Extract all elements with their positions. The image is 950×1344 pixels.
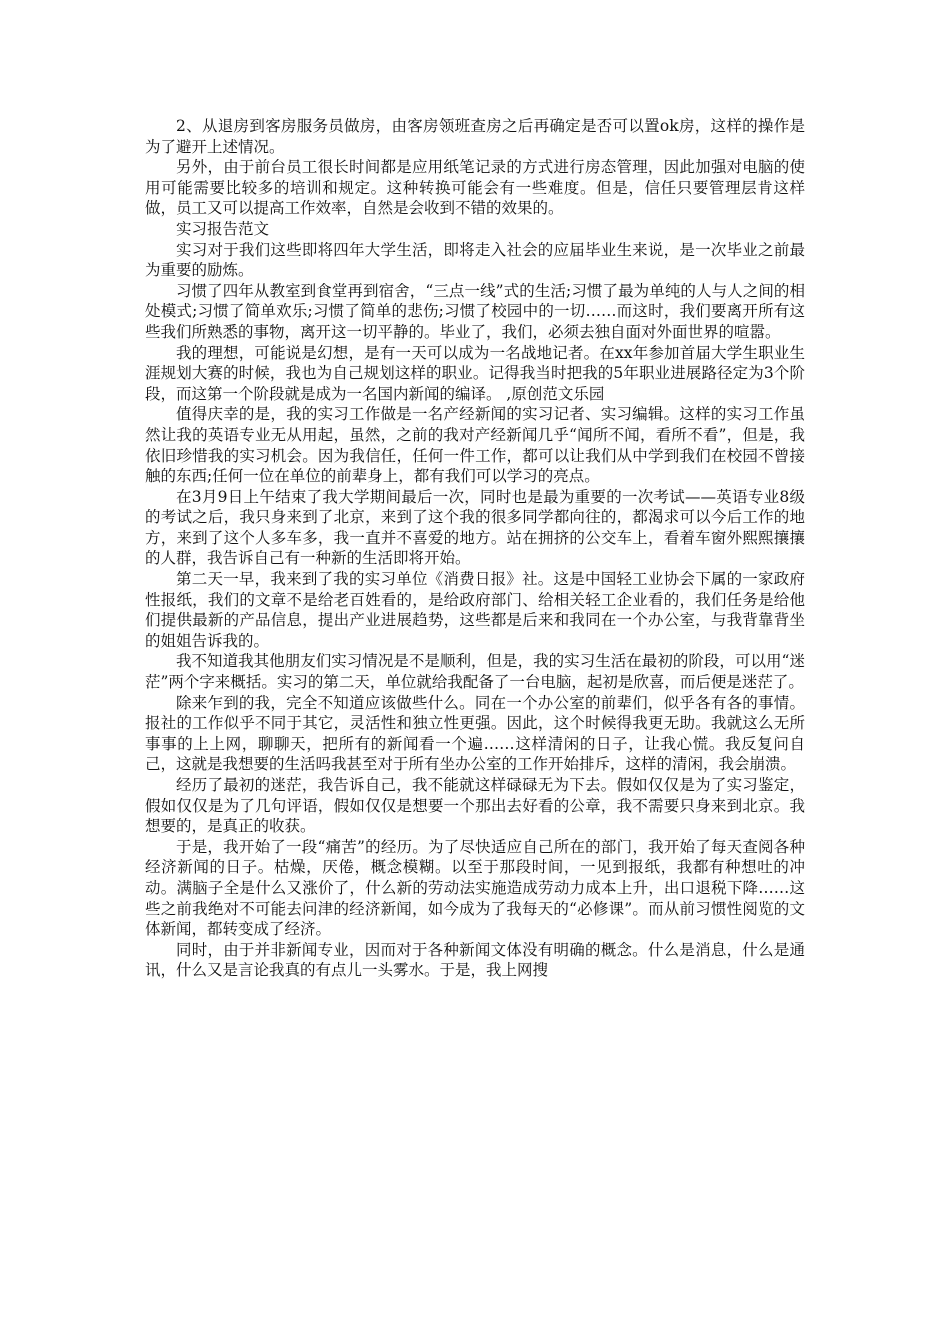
paragraph-news-genres: 同时，由于并非新闻专业，因而对于各种新闻文体没有明确的概念。什么是消息，什么是通讯，什么又是言论我真的有点儿一头雾水。于是，我上网搜 [145,940,805,980]
paragraph-newcomer: 除来乍到的我，完全不知道应该做些什么。同在一个办公室的前辈们，似乎各有各的事情。报社的工作似乎不同于其它，灵活性和独立性更强。因此，这个时候得我更无助。我就这么无所事事的上上网，聊聊天，把所有的新闻看一个遍……这样清闲的日子，让我心慌。我反复问自己，这就是我想要的生活吗我甚至对于所有坐办公室的工作开始排斥，这样的清闲，我会崩溃。 [145,693,805,774]
paragraph-internship-intro: 实习对于我们这些即将四年大学生活，即将走入社会的应届毕业生来说，是一次毕业之前最为重要的励炼。 [145,240,805,280]
paragraph-painful-experience: 于是，我开始了一段“痛苦”的经历。为了尽快适应自己所在的部门，我开始了每天查阅各种经济新闻的日子。枯燥，厌倦，概念模糊。以至于那段时间，一见到报纸，我都有种想吐的冲动。满脑子全是什么又涨价了，什么新的劳动法实施造成劳动力成本上升，出口退税下降……这些之前我绝对不可能去问津的经济新闻，如今成为了我每天的“必修课”。而从前习惯性阅览的文体新闻，都转变成了经济。 [145,837,805,939]
paragraph-first-day: 第二天一早，我来到了我的实习单位《消费日报》社。这是中国轻工业协会下属的一家政府性报纸，我们的文章不是给老百姓看的，是给政府部门、给相关轻工企业看的，我们任务是给他们提供最新的产品信息，提出产业进展趋势，这些都是后来和我同在一个办公室，与我背靠背坐的姐姐告诉我的。 [145,570,805,650]
paragraph-campus-life: 习惯了四年从教室到食堂再到宿舍，“三点一线”式的生活;习惯了最为单纯的人与人之间的相处模式;习惯了简单欢乐;习惯了简单的悲伤;习惯了校园中的一切……而这时，我们要离开所有这些我们所熟悉的事物，离开这一切平静的。毕业了，我们，必须去独自面对外面世界的喧嚣。 [145,281,805,341]
paragraph-arrival-beijing: 在3月9日上午结束了我大学期间最后一次，同时也是最为重要的一次考试——英语专业8级的考试之后，我只身来到了北京，来到了这个我的很多同学都向往的，都渴求可以今后工作的地方，来到了这个人多车多，我一直并不喜爱的地方。站在拥挤的公交车上，看着车窗外熙熙攘攘的人群，我告诉自己有一种新的生活即将开始。 [145,487,805,568]
paragraph-internship-job: 值得庆幸的是，我的实习工作做是一名产经新闻的实习记者、实习编辑。这样的实习工作虽然让我的英语专业无从用起，虽然，之前的我对产经新闻几乎“闻所不闻，看所不看”，但是，我依旧珍惜我的实习机会。因为我信任，任何一件工作，都可以让我们从中学到我们在校园不曾接触的东西;任何一位在单位的前辈身上，都有我们可以学习的亮点。 [145,405,805,486]
document-body [145,116,805,981]
paragraph-resolution: 经历了最初的迷茫，我告诉自己，我不能就这样碌碌无为下去。假如仅仅是为了实习鉴定，假如仅仅是为了几句评语，假如仅仅是想要一个那出去好看的公章，我不需要只身来到北京。我想要的，是真正的收获。 [145,776,805,836]
paragraph-confusion: 我不知道我其他朋友们实习情况是不是顺利，但是，我的实习生活在最初的阶段，可以用“迷茫”两个字来概括。实习的第二天，单位就给我配备了一台电脑，起初是欣喜，而后便是迷茫了。 [145,652,805,692]
paragraph-room-status-procedure: 2、从退房到客房服务员做房，由客房领班查房之后再确定是否可以置ok房，这样的操作是为了避开上述情况。 [145,117,805,156]
paragraph-computer-training: 另外，由于前台员工很长时间都是应用纸笔记录的方式进行房态管理，因此加强对电脑的使用可能需要比较多的培训和规定。这种转换可能会有一些难度。但是，信任只要管理层肯这样做，员工又可以提高工作效率，自然是会收到不错的效果的。 [145,158,805,218]
paragraph-ideal: 我的理想，可能说是幻想，是有一天可以成为一名战地记者。在xx年参加首届大学生职业生涯规划大赛的时候，我也为自己规划这样的职业。记得我当时把我的5年职业进展路径定为3个阶段，而这第一个阶段就是成为一名国内新闻的编译。 ,原创范文乐园 [145,343,805,403]
section-heading: 实习报告范文 [176,219,270,238]
